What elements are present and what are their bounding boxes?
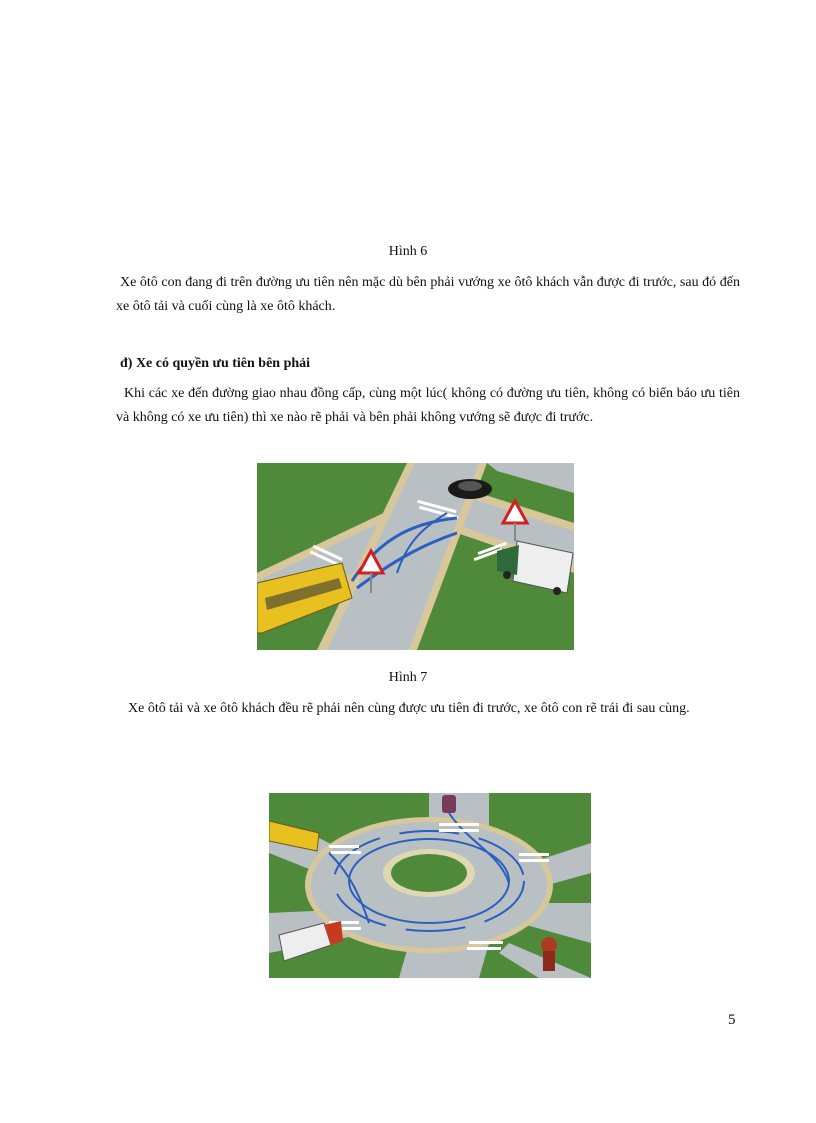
motorbike-icon	[541, 937, 557, 971]
car-icon	[448, 479, 492, 499]
caption-figure-6: Hình 6	[388, 244, 428, 259]
page-number: 5	[728, 1012, 736, 1028]
paragraph-1: Xe ôtô con đang đi trên đường ưu tiên nên mặc dù bên phải vướng xe ôtô khách vẫn được đi trước, sau đó đến xe ôtô tải và cuối cùng là xe ôtô khách.	[116, 275, 740, 314]
section-heading: đ) Xe có quyền ưu tiên bên phải	[120, 356, 311, 371]
caption-figure-7: Hình 7	[388, 670, 428, 685]
roundabout-illustration	[269, 793, 591, 978]
paragraph-2: Khi các xe đến đường giao nhau đồng cấp, cùng một lúc( không có đường ưu tiên, không có biển báo ưu tiên và không có xe ưu tiên) thì xe nào rẽ phải và bên phải không vướng sẽ được đi trước.	[116, 386, 740, 425]
figure-roundabout	[269, 793, 591, 978]
car-icon	[442, 795, 456, 813]
figure-7-intersection	[257, 463, 574, 650]
intersection-illustration	[257, 463, 574, 650]
paragraph-3: Xe ôtô tải và xe ôtô khách đều rẽ phải nên cùng được ưu tiên đi trước, xe ôtô con rẽ trái đi sau cùng.	[128, 701, 690, 716]
